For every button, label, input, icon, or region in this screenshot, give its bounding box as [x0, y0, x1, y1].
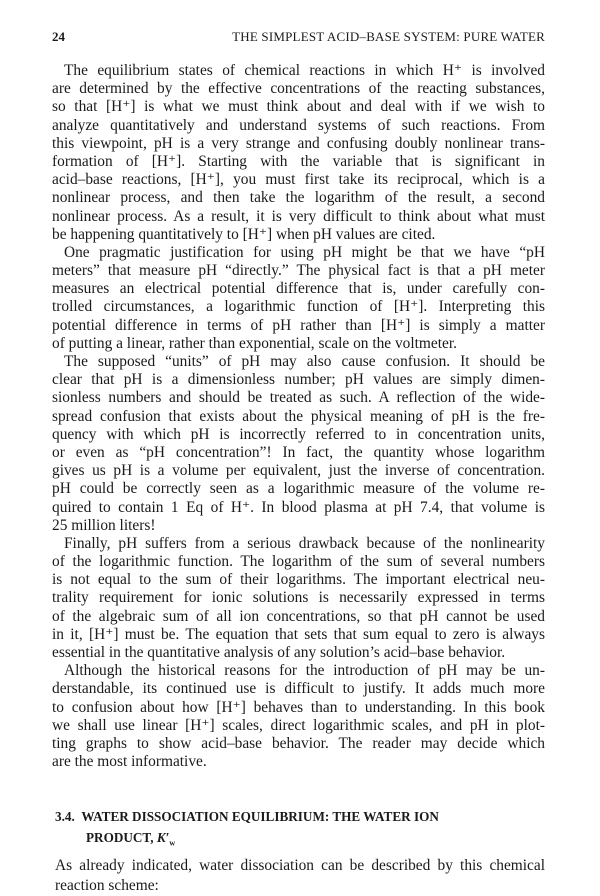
body-text: [52, 62, 545, 771]
text-line: to confusion about how [H⁺] behaves than to understanding. In this book: [52, 698, 545, 716]
section-paragraph: [55, 856, 545, 896]
paragraph: [52, 535, 545, 662]
text-line: so that [H⁺] is what we must think about and deal with if we wish to: [52, 98, 545, 116]
text-line: meters” that measure pH “directly.” The physical fact is that a pH meter: [52, 262, 545, 280]
text-line: in it, [H⁺] must be. The equation that sets that sum equal to zero is always: [52, 625, 545, 643]
paragraph: [52, 244, 545, 353]
text-line: acid–base reactions, [H⁺], you must first take its reciprocal, which is a: [52, 171, 545, 189]
text-line: pH could be correctly seen as a logarithmic measure of the volume re-: [52, 480, 545, 498]
text-line: clear that pH is a dimensionless number; pH values are simply dimen-: [52, 371, 545, 389]
text-line: reaction scheme:: [55, 877, 159, 894]
text-line: essential in the quantitative analysis of any solution’s acid–base behavior.: [52, 644, 506, 661]
text-line: formation of [H⁺]. Starting with the variable that is significant in: [52, 152, 545, 170]
text-line: be happening quantitatively to [H⁺] when pH values are cited.: [52, 225, 436, 243]
text-line: sionless numbers and should be treated as such. A reflection of the wide-: [52, 389, 545, 407]
section-number: 3.4.: [55, 809, 75, 824]
paragraph: [52, 353, 545, 535]
kw-symbol: K′: [156, 830, 170, 845]
text-line: this viewpoint, pH is a very strange and confusing doubly nonlinear trans-: [52, 134, 545, 152]
text-line: nonlinear process. As a result, it is very difficult to think about what must: [52, 207, 545, 225]
text-line: of the logarithmic function. The logarithm of the sum of several numbers: [52, 553, 545, 571]
text-line: Although the historical reasons for the introduction of pH may be un-: [64, 662, 545, 680]
text-line: The supposed “units” of pH may also cause confusion. It should be: [64, 353, 545, 370]
text-line: of the algebraic sum of all ion concentrations, so that pH cannot be used: [52, 607, 545, 625]
text-line: One pragmatic justification for using pH might be that we have “pH: [64, 243, 545, 261]
section-heading: [55, 806, 535, 854]
text-line: trolled circumstances, a logarithmic function of [H⁺]. Interpreting this: [52, 298, 545, 316]
text-line: is not equal to the sum of their logarithms. The important electrical neu-: [52, 571, 545, 589]
text-line: quired to contain 1 Eq of H⁺. In blood plasma at pH 7.4, that volume is: [52, 498, 545, 516]
section-title-line2: PRODUCT,: [86, 830, 154, 845]
text-line: The equilibrium states of chemical reactions in which H⁺ is involved: [64, 62, 545, 79]
page-number: 24: [52, 29, 65, 44]
text-line: ting graphs to show acid–base behavior. The reader may decide which: [52, 734, 545, 752]
text-line: nonlinear process, and then take the logarithm of the result, a second: [52, 189, 545, 207]
text-line: spread confusion that exists about the physical meaning of pH is the fre-: [52, 407, 545, 425]
kw-subscript: w: [169, 838, 176, 848]
text-line: are the most informative.: [52, 753, 207, 771]
text-line: analyze quantitatively and understand systems of such reactions. From: [52, 116, 545, 134]
text-line: Finally, pH suffers from a serious drawback because of the nonlinearity: [64, 534, 545, 552]
text-line: gives us pH is a volume per equivalent, just the inverse of concentration.: [52, 462, 545, 480]
text-line: As already indicated, water dissociation can be described by this chemical: [55, 857, 545, 874]
text-line: quency with which pH is incorrectly referred to in concentration units,: [52, 425, 545, 443]
paragraph: [52, 662, 545, 771]
text-line: measures an electrical potential difference that is, under carefully con-: [52, 280, 545, 298]
text-line: we shall use linear [H⁺] scales, direct logarithmic scales, and pH in plot-: [52, 716, 545, 734]
text-line: potential difference in terms of pH rather than [H⁺] is simply a matter: [52, 316, 545, 334]
text-line: derstandable, its continued use is difficult to justify. It adds much more: [52, 680, 545, 698]
text-line: are determined by the effective concentrations of the reacting substances,: [52, 80, 545, 98]
text-line: of putting a linear, rather than exponential, scale on the voltmeter.: [52, 334, 457, 352]
text-line: or even as “pH concentration”! In fact, the quantity whose logarithm: [52, 443, 545, 461]
text-line: 25 million liters!: [52, 516, 156, 534]
page-header: [52, 29, 545, 49]
running-title: THE SIMPLEST ACID–BASE SYSTEM: PURE WATER: [232, 29, 545, 44]
paragraph: [52, 62, 545, 244]
section-title-line1: WATER DISSOCIATION EQUILIBRIUM: THE WATER ION: [81, 809, 439, 824]
text-line: trality requirement for ionic solutions is necessarily expressed in terms: [52, 589, 545, 607]
